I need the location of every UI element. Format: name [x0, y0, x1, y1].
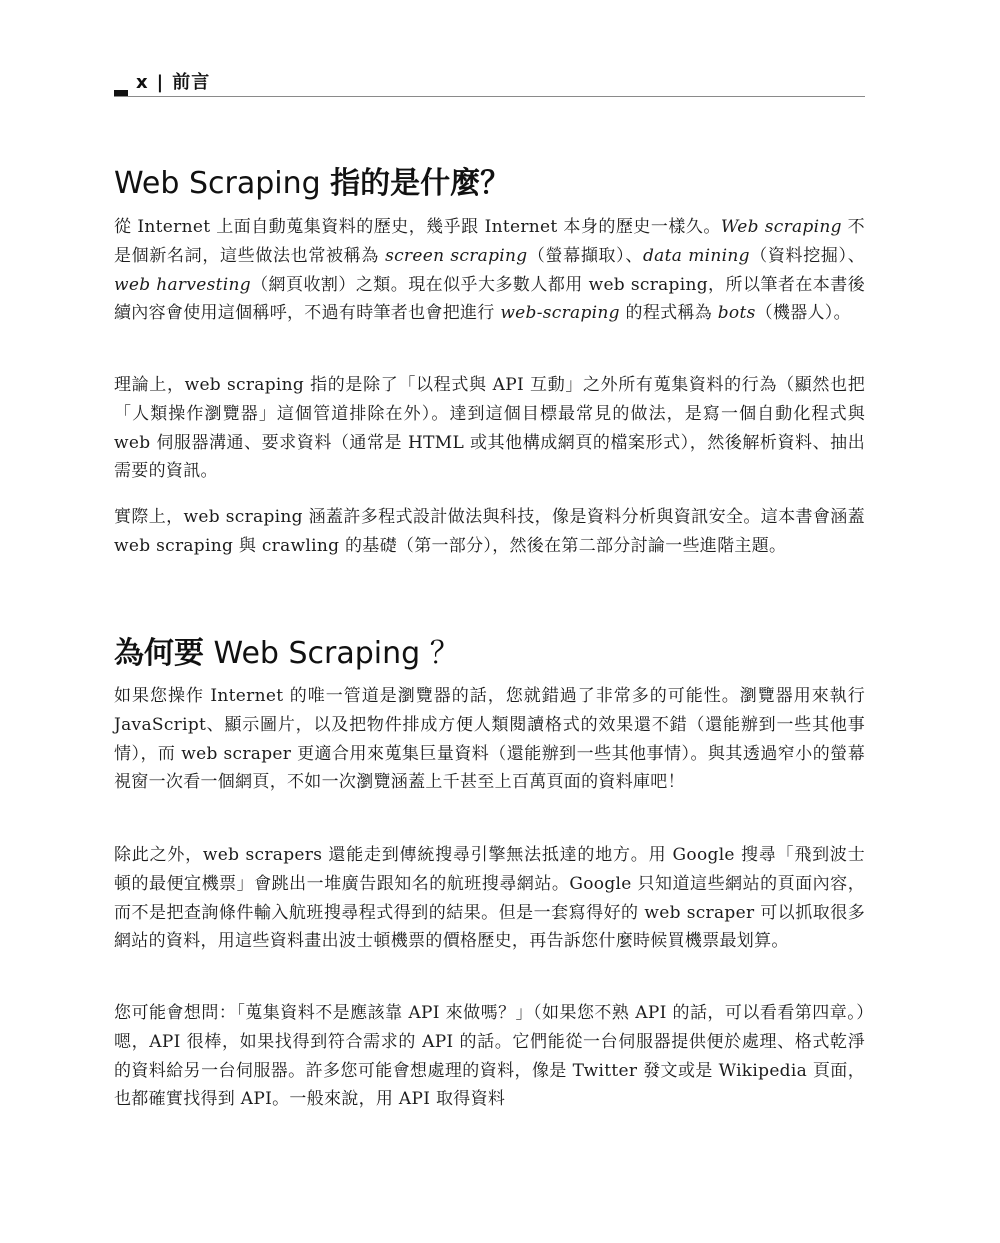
header-marker	[114, 90, 128, 96]
chapter-title: 前言	[172, 72, 211, 93]
heading-cjk: 指的是什麼？	[330, 166, 511, 201]
section-heading-what-is-web-scraping	[114, 158, 510, 202]
paragraph: 您可能會想問：「蒐集資料不是應該靠 API 來做嗎？」（如果您不熟 API 的話，可以看看第四章。）嗯，API 很棒，如果找得到符合需求的 API 的話。它們能從一台伺服器提供便於處理、格式乾淨的資料給另一台伺服器。許多您可能會想處理的資料，像是 Twitter 發文或是 Wikipedia 頁面，也都確實找得到 API。一般來說，用 API 取得資料	[114, 1003, 865, 1110]
paragraph: 除此之外，web scrapers 還能走到傳統搜尋引擎無法抵達的地方。用 Google 搜尋「飛到波士頓的最便宜機票」會跳出一堆廣告跟知名的航班搜尋網站。Google 只知道這些網站的頁面內容，而不是把查詢條件輸入航班搜尋程式得到的結果。但是一套寫得好的 web scraper 可以抓取很多網站的資料，用這些資料畫出波士頓機票的價格歷史，再告訴您什麼時候買機票最划算。	[114, 845, 865, 952]
text-run: （機器人）。	[755, 303, 851, 324]
heading-latin: Web Scraping ？	[204, 636, 460, 671]
text-run: （螢幕擷取）、	[527, 245, 643, 266]
heading-cjk: 為何要	[114, 636, 204, 671]
running-header	[114, 62, 865, 97]
paragraph: 如果您操作 Internet 的唯一管道是瀏覽器的話，您就錯過了非常多的可能性。瀏覽器用來執行 JavaScript、顯示圖片，以及把物件排成方便人類閱讀格式的效果還不錯（還能辦到一些其他事情），而 web scraper 更適合用來蒐集巨量資料（還能辦到一些其他事情）。與其透過窄小的螢幕視窗一次看一個網頁，不如一次瀏覽涵蓋上千甚至上百萬頁面的資料庫吧！	[114, 686, 865, 793]
text-run: 不是個新名詞，這些做法也常被稱為	[114, 217, 865, 266]
section-heading-why-web-scraping	[114, 628, 460, 672]
page-number: x	[136, 72, 149, 93]
text-run: 從 Internet 上面自動蒐集資料的歷史，幾乎跟 Internet 本身的歷史一樣久。	[114, 217, 721, 237]
paragraph: 理論上，web scraping 指的是除了「以程式與 API 互動」之外所有蒐集資料的行為（顯然也把「人類操作瀏覽器」這個管道排除在外）。達到這個目標最常見的做法，是寫一個自動化程式與 web 伺服器溝通、要求資料（通常是 HTML 或其他構成網頁的檔案形式），然後解析資料、抽出需要的資訊。	[114, 375, 865, 482]
italic-term: bots	[717, 303, 756, 324]
header-separator: |	[156, 72, 165, 93]
heading-latin: Web Scraping	[114, 166, 331, 201]
italic-term: web-scraping	[500, 303, 620, 324]
text-run: （網頁收割）之類。現在似乎大多數人都用 web scraping，所以筆者在本書後續內容會使用這個稱呼，不過有時筆者也會把進行	[114, 274, 865, 324]
italic-term: Web scraping	[720, 217, 842, 237]
paragraph: 實際上，web scraping 涵蓋許多程式設計做法與科技，像是資料分析與資訊安全。這本書會涵蓋 web scraping 與 crawling 的基礎（第一部分），然後在第二部分討論一些進階主題。	[114, 507, 865, 556]
text-run: （資料挖掘）、	[749, 245, 866, 266]
text-run: 的程式稱為	[619, 303, 718, 324]
paragraph	[114, 213, 865, 328]
italic-term: web harvesting	[114, 274, 251, 295]
italic-term: data mining	[643, 245, 750, 266]
italic-term: screen scraping	[385, 245, 528, 266]
header-text	[136, 68, 210, 94]
